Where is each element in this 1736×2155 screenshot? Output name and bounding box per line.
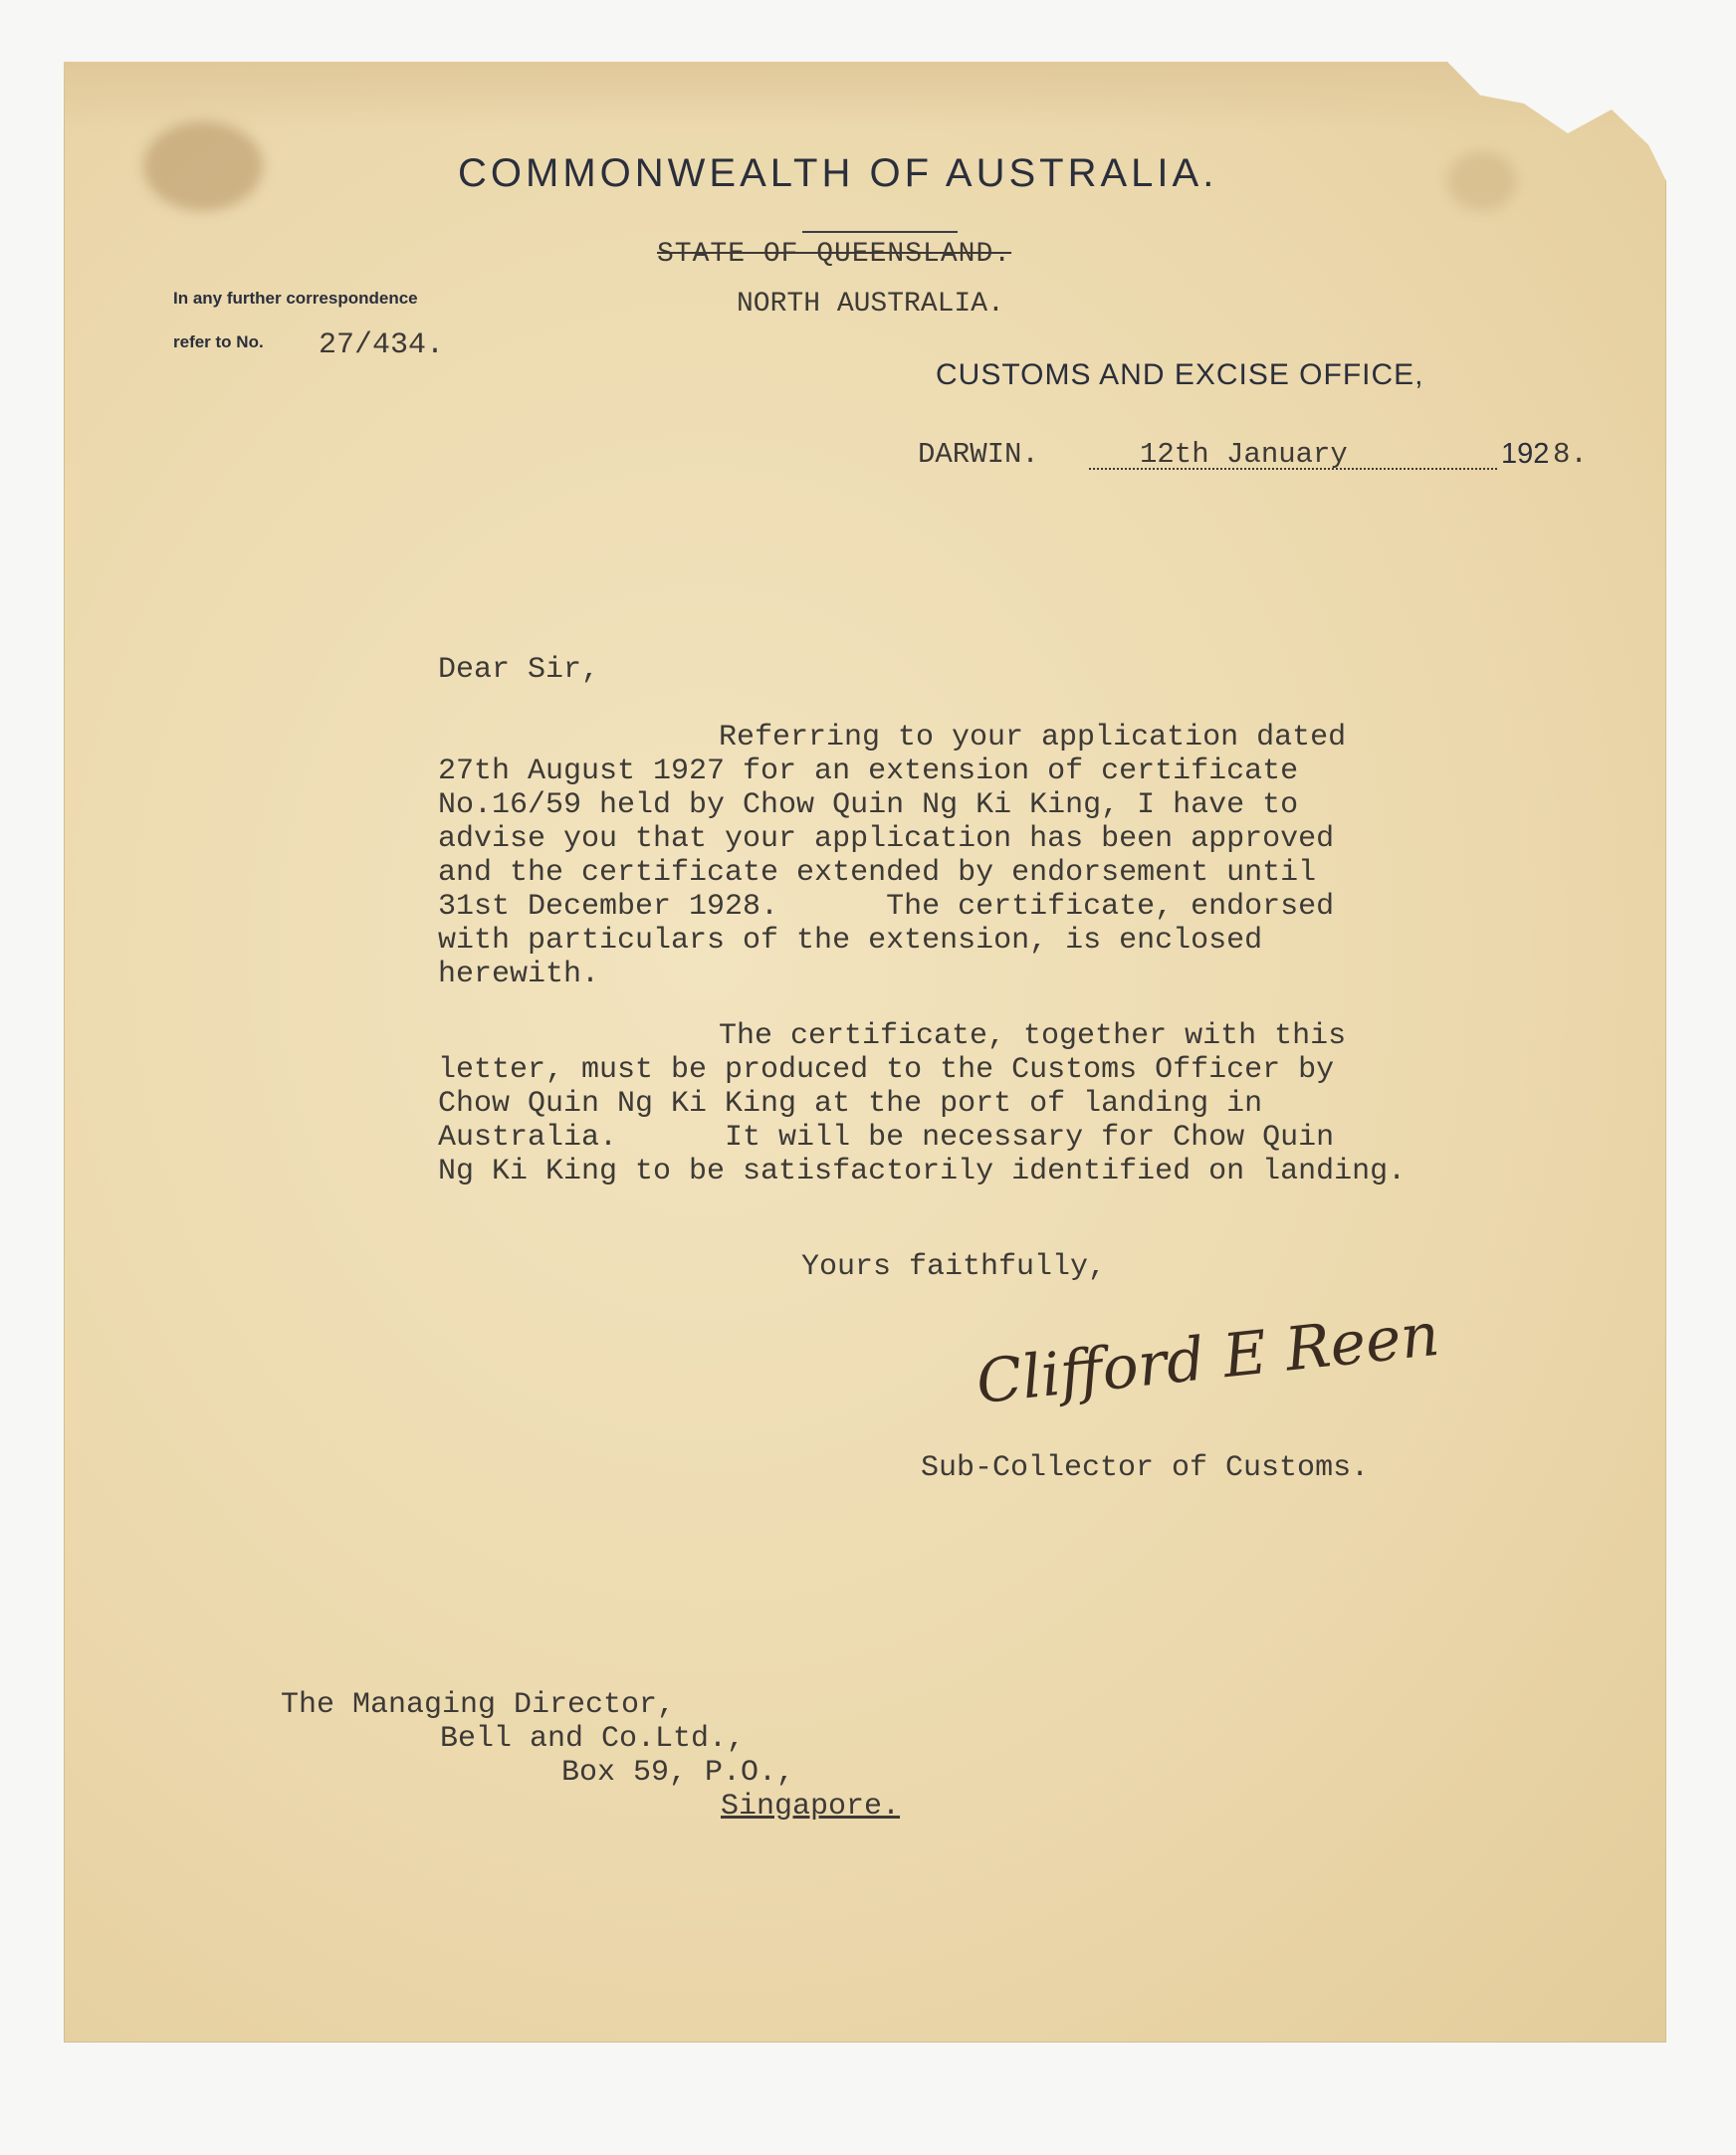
- salutation: Dear Sir,: [438, 653, 600, 687]
- date-day-month: 12th January: [1140, 438, 1348, 471]
- stain-top-right: [1447, 151, 1517, 211]
- letterhead-divider: [802, 231, 958, 233]
- paragraph1-line3: No.16/59 held by Chow Quin Ng Ki King, I have to: [438, 788, 1299, 822]
- letterhead-title: COMMONWEALTH OF AUSTRALIA.: [458, 151, 1218, 195]
- territory-name: NORTH AUSTRALIA.: [737, 289, 1004, 320]
- paragraph2-line1: The certificate, together with this: [719, 1019, 1347, 1053]
- paragraph1-line2: 27th August 1927 for an extension of certificate: [438, 754, 1299, 788]
- paragraph2-line4: Australia. It will be necessary for Chow Quin: [438, 1121, 1335, 1155]
- paragraph2-line3: Chow Quin Ng Ki King at the port of landing in: [438, 1087, 1263, 1121]
- addressee-line1: The Managing Director,: [281, 1688, 676, 1722]
- signatory-title: Sub-Collector of Customs.: [921, 1451, 1370, 1485]
- struck-state-name: STATE OF QUEENSLAND.: [657, 239, 1012, 270]
- paragraph2-line5: Ng Ki King to be satisfactorily identified on landing.: [438, 1155, 1407, 1188]
- paragraph1-line8: herewith.: [438, 958, 600, 991]
- paragraph1-line7: with particulars of the extension, is enclosed: [438, 924, 1263, 958]
- stain-top-left: [143, 121, 263, 211]
- paragraph1-line6: 31st December 1928. The certificate, endorsed: [438, 890, 1335, 924]
- reference-note-line1: In any further correspondence: [173, 289, 418, 308]
- reference-note-line2: refer to No.: [173, 332, 264, 351]
- date-place: DARWIN.: [918, 438, 1039, 471]
- paragraph2-line2: letter, must be produced to the Customs Officer by: [438, 1053, 1335, 1087]
- paragraph1-line1: Referring to your application dated: [719, 721, 1347, 754]
- date-year-prefix: 192: [1501, 438, 1550, 470]
- signature: Clifford E Reen: [973, 1299, 1443, 1418]
- closing: Yours faithfully,: [801, 1250, 1107, 1284]
- addressee-line3: Box 59, P.O.,: [561, 1756, 795, 1790]
- reference-number: 27/434.: [319, 328, 445, 362]
- date-year-suffix: 8.: [1553, 438, 1588, 471]
- office-name: CUSTOMS AND EXCISE OFFICE,: [936, 358, 1424, 391]
- addressee-line4: Singapore.: [721, 1790, 901, 1824]
- paragraph1-line5: and the certificate extended by endorsement until: [438, 856, 1317, 890]
- addressee-line2: Bell and Co.Ltd.,: [440, 1722, 746, 1756]
- paragraph1-line4: advise you that your application has been approved: [438, 822, 1335, 856]
